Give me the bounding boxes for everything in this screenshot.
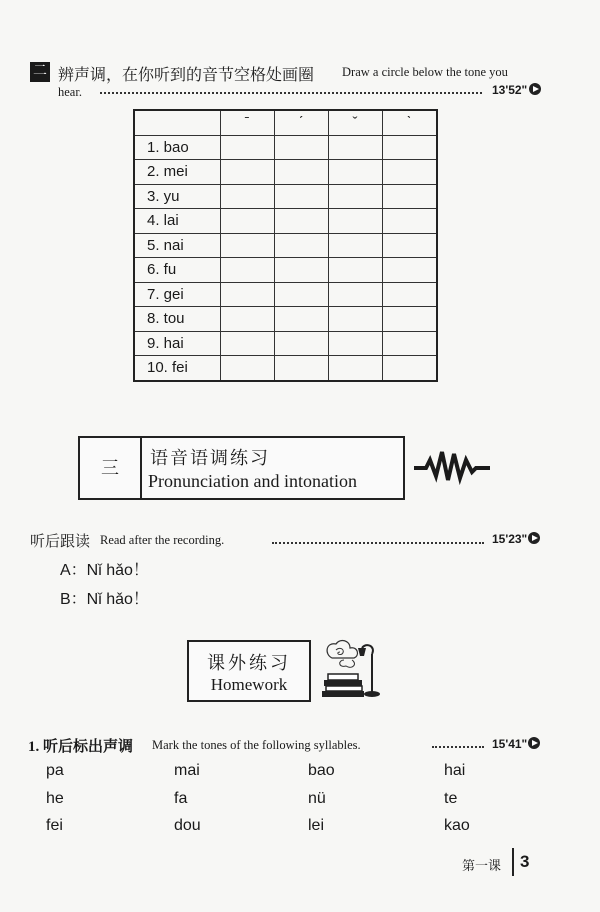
table-row xyxy=(134,233,437,258)
tone-cell[interactable] xyxy=(382,282,437,307)
syllable: kao xyxy=(444,817,470,834)
exercise1-label-en: Mark the tones of the following syllables. xyxy=(152,738,361,752)
table-row xyxy=(134,184,437,209)
tone-cell[interactable] xyxy=(382,184,437,209)
tone-cell[interactable] xyxy=(274,209,328,234)
tone-cell[interactable] xyxy=(274,135,328,160)
books-lamp-icon xyxy=(318,636,384,702)
exercise1-label: 1. 听后标出声调 xyxy=(28,739,134,755)
table-row xyxy=(134,356,437,381)
dotted-leader xyxy=(432,746,484,748)
syllable-label: 7. gei xyxy=(134,282,220,307)
section3-number: 三 xyxy=(80,438,142,498)
dotted-leader xyxy=(100,92,482,94)
tone-cell[interactable] xyxy=(220,356,274,381)
tone-cell[interactable] xyxy=(274,307,328,332)
audio-timestamp: 15'41" xyxy=(492,737,528,751)
audio-timestamp: 13'52" xyxy=(492,83,528,97)
section-number-badge: 二 xyxy=(30,62,50,82)
play-icon[interactable] xyxy=(528,532,540,544)
section2-instruction-cn: 辨声调，在你听到的音节空格处画圈 xyxy=(58,67,315,84)
syllable-label: 9. hai xyxy=(134,331,220,356)
tone-cell[interactable] xyxy=(274,258,328,283)
syllable-label: 8. tou xyxy=(134,307,220,332)
tone-header-row xyxy=(134,110,437,135)
tone-cell[interactable] xyxy=(382,356,437,381)
soundwave-icon xyxy=(412,446,492,486)
syllable: nü xyxy=(308,790,326,807)
tone-cell[interactable] xyxy=(220,233,274,258)
syllable: bao xyxy=(308,762,335,779)
table-corner xyxy=(134,110,220,135)
tone-cell[interactable] xyxy=(328,307,382,332)
section3-title-cn: 语音语调练习 xyxy=(150,448,270,468)
tone-cell[interactable] xyxy=(220,209,274,234)
table-row xyxy=(134,160,437,185)
play-icon[interactable] xyxy=(529,83,541,95)
syllable: he xyxy=(46,790,64,807)
syllable: mai xyxy=(174,762,200,779)
syllable: fei xyxy=(46,817,63,834)
syllable-label: 5. nai xyxy=(134,233,220,258)
tone-4-header: ˋ xyxy=(382,110,437,135)
page-number: 3 xyxy=(520,852,530,871)
tone-cell[interactable] xyxy=(328,356,382,381)
section2-instruction-en: Draw a circle below the tone you xyxy=(342,65,508,79)
tone-cell[interactable] xyxy=(328,209,382,234)
syllable: pa xyxy=(46,762,64,779)
homework-title-en: Homework xyxy=(210,675,288,694)
tone-cell[interactable] xyxy=(382,258,437,283)
syllable: dou xyxy=(174,817,201,834)
tone-3-header: ˇ xyxy=(328,110,382,135)
table-row xyxy=(134,209,437,234)
tone-2-header: ˊ xyxy=(274,110,328,135)
dotted-leader xyxy=(272,542,484,544)
tone-cell[interactable] xyxy=(328,258,382,283)
tone-cell[interactable] xyxy=(220,282,274,307)
tone-cell[interactable] xyxy=(220,184,274,209)
section2-instruction-en-cont: hear. xyxy=(58,85,82,99)
tone-cell[interactable] xyxy=(274,160,328,185)
listen-label-en: Read after the recording. xyxy=(100,533,225,547)
tone-cell[interactable] xyxy=(274,233,328,258)
tone-cell[interactable] xyxy=(382,307,437,332)
listen-label-cn: 听后跟读 xyxy=(30,534,91,550)
homework-title-cn: 课外练习 xyxy=(207,653,291,673)
section3-banner xyxy=(78,436,405,500)
syllable: fa xyxy=(174,790,188,807)
dialog-line-a: A：Nǐ hǎo！ xyxy=(60,562,149,579)
tone-cell[interactable] xyxy=(328,135,382,160)
tone-cell[interactable] xyxy=(274,356,328,381)
tone-cell[interactable] xyxy=(220,160,274,185)
tone-1-header: ˉ xyxy=(220,110,274,135)
syllable: hai xyxy=(444,762,466,779)
syllable-label: 2. mei xyxy=(134,160,220,185)
syllable-label: 4. lai xyxy=(134,209,220,234)
syllable: lei xyxy=(308,817,325,834)
tone-cell[interactable] xyxy=(382,135,437,160)
dialog-line-b: B：Nǐ hǎo！ xyxy=(60,591,149,608)
table-row xyxy=(134,282,437,307)
tone-cell[interactable] xyxy=(220,258,274,283)
tone-cell[interactable] xyxy=(220,307,274,332)
tone-cell[interactable] xyxy=(274,184,328,209)
section3-title-en: Pronunciation and intonation xyxy=(148,471,357,491)
syllable-label: 10. fei xyxy=(134,356,220,381)
tone-cell[interactable] xyxy=(382,160,437,185)
tone-table xyxy=(133,109,438,382)
tone-cell[interactable] xyxy=(382,331,437,356)
syllable-label: 6. fu xyxy=(134,258,220,283)
tone-cell[interactable] xyxy=(220,331,274,356)
lesson-label: 第一课 xyxy=(462,858,502,873)
tone-cell[interactable] xyxy=(382,209,437,234)
tone-cell[interactable] xyxy=(328,282,382,307)
tone-cell[interactable] xyxy=(274,331,328,356)
play-icon[interactable] xyxy=(528,737,540,749)
table-row xyxy=(134,331,437,356)
homework-banner xyxy=(187,640,311,702)
tone-cell[interactable] xyxy=(328,233,382,258)
tone-cell[interactable] xyxy=(274,282,328,307)
tone-cell[interactable] xyxy=(328,184,382,209)
tone-cell[interactable] xyxy=(220,135,274,160)
tone-cell[interactable] xyxy=(382,233,437,258)
table-row xyxy=(134,307,437,332)
syllable-label: 1. bao xyxy=(134,135,220,160)
syllable-label: 3. yu xyxy=(134,184,220,209)
footer-divider xyxy=(512,848,514,876)
tone-cell[interactable] xyxy=(328,160,382,185)
table-row xyxy=(134,135,437,160)
table-row xyxy=(134,258,437,283)
syllable: te xyxy=(444,790,458,807)
audio-timestamp: 15'23" xyxy=(492,532,528,546)
tone-cell[interactable] xyxy=(328,331,382,356)
